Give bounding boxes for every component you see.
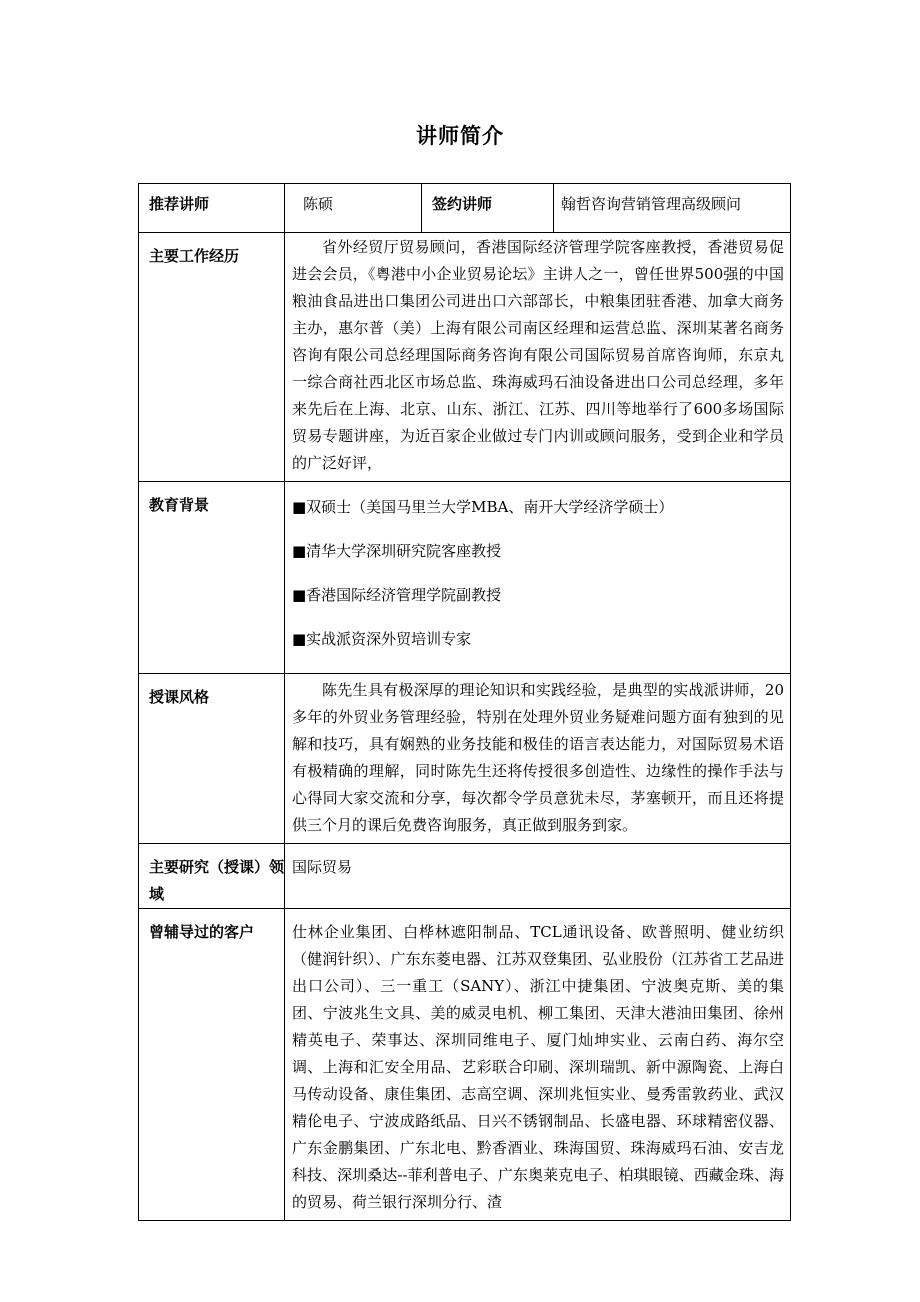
education-item: ■双硕士（美国马里兰大学MBA、南开大学经济学硕士） <box>292 498 674 516</box>
education-item: ■香港国际经济管理学院副教授 <box>292 586 502 604</box>
education-row <box>139 482 791 674</box>
clients-row <box>139 909 791 1221</box>
education-item: ■实战派资深外贸培训专家 <box>292 630 472 648</box>
style-row <box>139 674 791 844</box>
signed-value: 翰哲咨询营销管理高级顾问 <box>554 184 791 233</box>
lecturer-table <box>138 183 791 1221</box>
page-title: 讲师简介 <box>416 124 504 148</box>
header-row <box>139 184 791 233</box>
research-row <box>139 844 791 909</box>
work-label: 主要工作经历 <box>139 233 285 482</box>
signed-label: 签约讲师 <box>422 184 554 233</box>
education-list <box>285 482 791 674</box>
work-row <box>139 233 791 482</box>
clients-label: 曾辅导过的客户 <box>139 909 285 1221</box>
style-text: 陈先生具有极深厚的理论知识和实践经验，是典型的实战派讲师，20多年的外贸业务管理经验，特别在处理外贸业务疑难问题方面有独到的见解和技巧，具有娴熟的业务技能和极佳的语言表达能力，对国际贸易术语有极精确的理解，同时陈先生还将传授很多创造性、边缘性的操作手法与心得同大家交流和分享，每次都令学员意犹未尽，茅塞顿开，而且还将提供三个月的课后免费咨询服务，真正做到服务到家。 <box>292 681 784 834</box>
research-label: 主要研究（授课）领域 <box>139 844 285 909</box>
recommend-label: 推荐讲师 <box>139 184 285 233</box>
clients-text: 仕林企业集团、白桦林遮阳制品、TCL通讯设备、欧普照明、健业纺织（健润针织）、广东东菱电器、江苏双登集团、弘业股份（江苏省工艺品进出口公司）、三一重工（SANY）、浙江中捷集团、宁波奥克斯、美的集团、宁波兆生文具、美的威灵电机、柳工集团、天津大港油田集团、徐州精英电子、荣事达、深圳同维电子、厦门灿坤实业、云南白药、海尔空调、上海和汇安全用品、艺彩联合印刷、深圳瑞凯、新中源陶瓷、上海白马传动设备、康佳集团、志高空调、深圳兆恒实业、曼秀雷敦药业、武汉精伦电子、宁波成路纸品、日兴不锈钢制品、长盛电器、环球精密仪器、广东金鹏集团、广东北电、黔香酒业、珠海国贸、珠海威玛石油、安吉龙科技、深圳桑达--菲利普电子、广东奥莱克电子、柏琪眼镜、西藏金珠、海的贸易、荷兰银行深圳分行、渣 <box>292 923 784 1211</box>
work-text: 省外经贸厅贸易顾问，香港国际经济管理学院客座教授，香港贸易促进会会员，《粤港中小企业贸易论坛》主讲人之一，曾任世界500强的中国粮油食品进出口集团公司进出口六部部长，中粮集团驻香港、加拿大商务主办，惠尔普（美）上海有限公司南区经理和运营总监、深圳某著名商务咨询有限公司总经理国际商务咨询有限公司国际贸易首席咨询师，东京丸一综合商社西北区市场总监、珠海威玛石油设备进出口公司总经理，多年来先后在上海、北京、山东、浙江、江苏、四川等地举行了600多场国际贸易专题讲座，为近百家企业做过专门内训或顾问服务，受到企业和学员的广泛好评， <box>292 238 784 472</box>
style-label: 授课风格 <box>139 674 285 844</box>
research-value: 国际贸易 <box>285 844 791 909</box>
education-item: ■清华大学深圳研究院客座教授 <box>292 542 502 560</box>
education-label: 教育背景 <box>139 482 285 674</box>
recommend-name: 陈硕 <box>285 184 422 233</box>
